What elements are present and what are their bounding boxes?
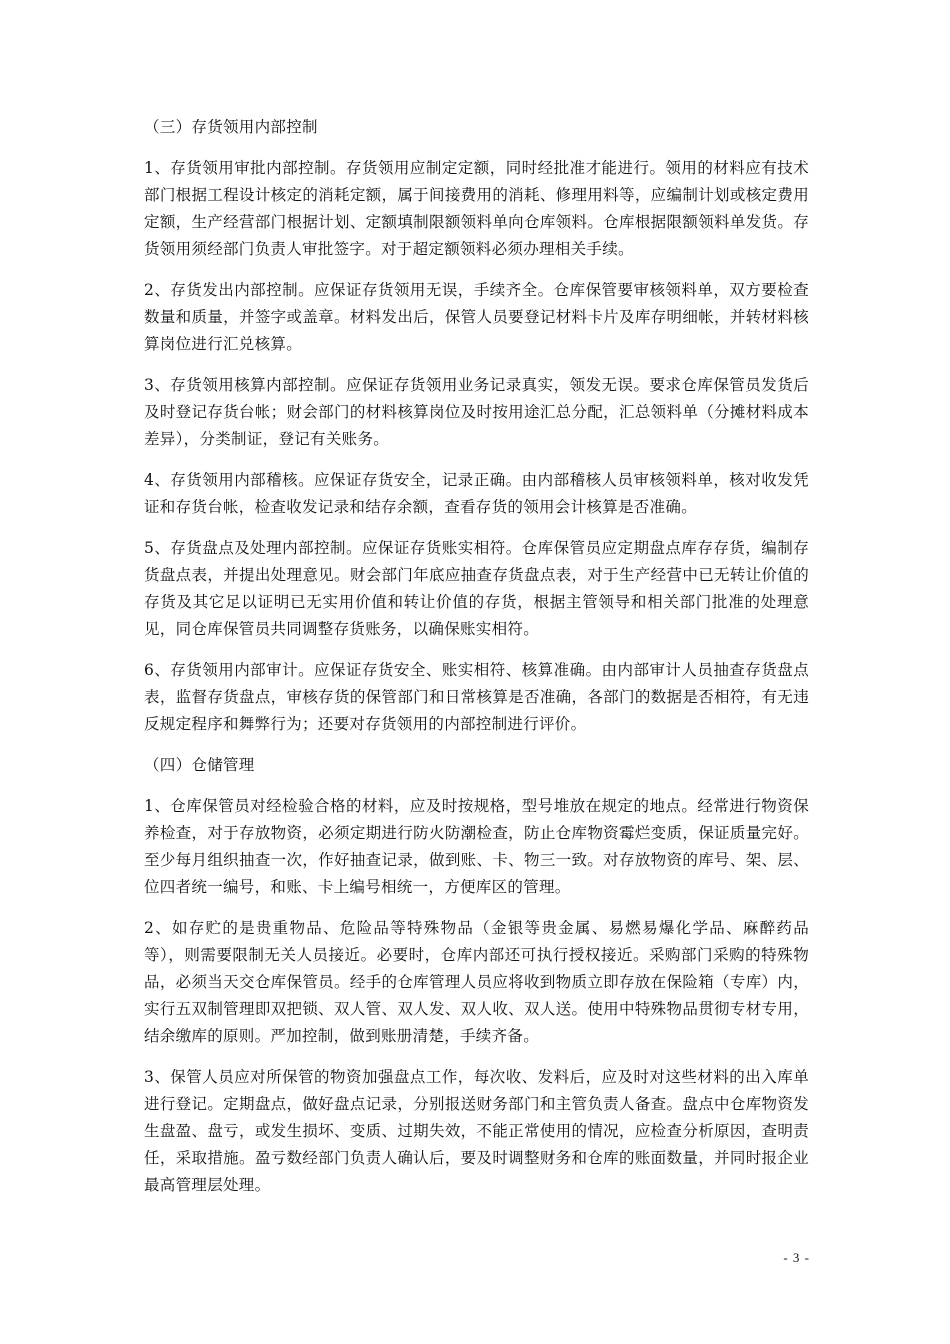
section-heading-warehouse-management: （四）仓储管理 bbox=[144, 756, 255, 774]
paragraph-stocktaking-control: 5、存货盘点及处理内部控制。应保证存货账实相符。仓库保管员应定期盘点库存存货，编制存货盘点表，并提出处理意见。财会部门年底应抽查存货盘点表，对于生产经营中已无转让价值的存货及其它足以证明已无实用价值和转让价值的存货，根据主管领导和相关部门批准的处理意见，同仓库保管员共同调整存货账务，以确保账实相符。 bbox=[144, 539, 809, 638]
document-body bbox=[144, 114, 809, 1213]
paragraph-stock-count: 3、保管人员应对所保管的物资加强盘点工作，每次收、发料后，应及时对这些材料的出入库单进行登记。定期盘点，做好盘点记录，分别报送财务部门和主管负责人备查。盘点中仓库物资发生盘盈、盘亏，或发生损坏、变质、过期失效，不能正常使用的情况，应检查分析原因，查明责任，采取措施。盈亏数经部门负责人确认后，要及时调整财务和仓库的账面数量，并同时报企业最高管理层处理。 bbox=[144, 1068, 809, 1194]
paragraph-inventory-issuance: 2、存货发出内部控制。应保证存货领用无误，手续齐全。仓库保管要审核领料单，双方要检查数量和质量，并签字或盖章。材料发出后，保管人员要登记材料卡片及库存明细帐，并转材料核算岗位进行汇兑核算。 bbox=[144, 281, 809, 353]
paragraph-storage-inspection: 1、仓库保管员对经检验合格的材料，应及时按规格，型号堆放在规定的地点。经常进行物资保养检查，对于存放物资，必须定期进行防火防潮检查，防止仓库物资霉烂变质，保证质量完好。至少每月组织抽查一次，作好抽查记录，做到账、卡、物三一致。对存放物资的库号、架、层、位四者统一编号，和账、卡上编号相统一，方便库区的管理。 bbox=[144, 797, 809, 896]
section-heading-inventory-requisition: （三）存货领用内部控制 bbox=[144, 118, 318, 136]
paragraph-special-goods: 2、如存贮的是贵重物品、危险品等特殊物品（金银等贵金属、易燃易爆化学品、麻醉药品等），则需要限制无关人员接近。必要时，仓库内部还可执行授权接近。采购部门采购的特殊物品，必须当天交仓库保管员。经手的仓库管理人员应将收到物质立即存放在保险箱（专库）内，实行五双制管理即双把锁、双人管、双人发、双人收、双人送。使用中特殊物品贯彻专材专用，结余缴库的原则。严加控制，做到账册清楚，手续齐备。 bbox=[144, 919, 809, 1045]
paragraph-requisition-accounting: 3、存货领用核算内部控制。应保证存货领用业务记录真实，领发无误。要求仓库保管员发货后及时登记存货台帐；财会部门的材料核算岗位及时按用途汇总分配，汇总领料单（分摊材料成本差异），分类制证，登记有关账务。 bbox=[144, 376, 809, 448]
paragraph-requisition-approval: 1、存货领用审批内部控制。存货领用应制定定额，同时经批准才能进行。领用的材料应有技术部门根据工程设计核定的消耗定额，属于间接费用的消耗、修理用料等，应编制计划或核定费用定额，生产经营部门根据计划、定额填制限额领料单向仓库领料。仓库根据限额领料单发货。存货领用须经部门负责人审批签字。对于超定额领料必须办理相关手续。 bbox=[144, 159, 809, 258]
page-number: - 3 - bbox=[783, 1250, 810, 1265]
paragraph-internal-audit-check: 4、存货领用内部稽核。应保证存货安全，记录正确。由内部稽核人员审核领料单，核对收发凭证和存货台帐，检查收发记录和结存余额，查看存货的领用会计核算是否准确。 bbox=[144, 471, 809, 516]
paragraph-internal-audit: 6、存货领用内部审计。应保证存货安全、账实相符、核算准确。由内部审计人员抽查存货盘点表，监督存货盘点，审核存货的保管部门和日常核算是否准确，各部门的数据是否相符，有无违反规定程序和舞弊行为；还要对存货领用的内部控制进行评价。 bbox=[144, 661, 809, 733]
